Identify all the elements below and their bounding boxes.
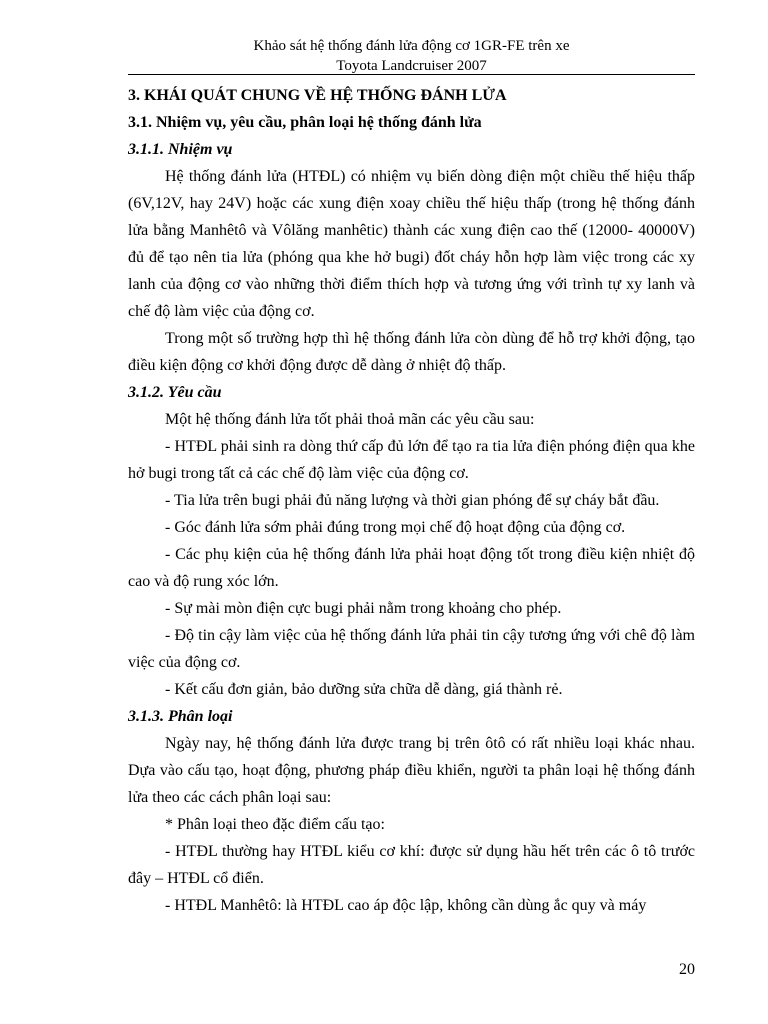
paragraph: Một hệ thống đánh lửa tốt phải thoả mãn các yêu cầu sau:	[165, 411, 535, 428]
running-header	[128, 36, 695, 76]
page-body	[128, 82, 695, 919]
paragraph: Ngày nay, hệ thống đánh lửa được trang bị trên ôtô có rất nhiều loại khác nhau. Dựa vào cấu tạo, hoạt động, phương pháp điều khiển, người ta phân loại hệ thống đánh lửa theo các cách phân loại sau:	[128, 735, 695, 806]
subsubsection-heading: 3.1.3. Phân loại	[128, 708, 233, 725]
header-rule	[128, 74, 695, 75]
list-item: - Sự mài mòn điện cực bugi phải nằm trong khoảng cho phép.	[165, 600, 562, 617]
list-item: - Các phụ kiện của hệ thống đánh lửa phải hoạt động tốt trong điều kiện nhiệt độ cao và độ rung xóc lớn.	[128, 546, 695, 590]
subsection-heading: 3.1. Nhiệm vụ, yêu cầu, phân loại hệ thống đánh lửa	[128, 114, 482, 131]
list-item: - HTĐL Manhêtô: là HTĐL cao áp độc lập, không cần dùng ắc quy và máy	[165, 897, 647, 914]
section-heading: 3. KHÁI QUÁT CHUNG VỀ HỆ THỐNG ĐÁNH LỬA	[128, 87, 507, 104]
list-item: - Độ tin cậy làm việc của hệ thống đánh lửa phải tin cậy tương ứng với chê độ làm việc của động cơ.	[128, 627, 695, 671]
list-item: - HTĐL phải sinh ra dòng thứ cấp đủ lớn để tạo ra tia lửa điện phóng điện qua khe hở bugi trong tất cả các chế độ làm việc của động cơ.	[128, 438, 695, 482]
header-line-2: Toyota Landcruiser 2007	[336, 58, 487, 74]
list-item: - Góc đánh lửa sớm phải đúng trong mọi chế độ hoạt động của động cơ.	[165, 519, 626, 536]
header-line-1: Khảo sát hệ thống đánh lửa động cơ 1GR-FE trên xe	[253, 38, 570, 54]
page-number: 20	[679, 961, 695, 978]
classification-heading: * Phân loại theo đặc điểm cấu tạo:	[165, 816, 385, 833]
list-item: - Tia lửa trên bugi phải đủ năng lượng và thời gian phóng để sự cháy bắt đầu.	[165, 492, 660, 509]
list-item: - HTĐL thường hay HTĐL kiểu cơ khí: được sử dụng hầu hết trên các ô tô trước đây – HTĐL cổ điển.	[128, 843, 695, 887]
subsubsection-heading: 3.1.2. Yêu cầu	[128, 384, 222, 401]
paragraph: Hệ thống đánh lửa (HTĐL) có nhiệm vụ biến dòng điện một chiều thế hiệu thấp (6V,12V, hay 24V) hoặc các xung điện xoay chiều thế hiệu thấp (trong hệ thống đánh lửa bằng Manhêtô và Vôlăng manhêtic) thành các xung điện cao thế (12000- 40000V) đủ để tạo nên tia lửa (phóng qua khe hở bugi) đốt cháy hỗn hợp làm việc trong các xy lanh của động cơ vào những thời điểm thích hợp và tương ứng với trình tự xy lanh và chế độ làm việc của động cơ.	[128, 168, 695, 320]
paragraph: Trong một số trường hợp thì hệ thống đánh lửa còn dùng để hỗ trợ khởi động, tạo điều kiện động cơ khởi động được dễ dàng ở nhiệt độ thấp.	[128, 330, 695, 374]
list-item: - Kết cấu đơn giản, bảo dưỡng sửa chữa dễ dàng, giá thành rẻ.	[165, 681, 563, 698]
subsubsection-heading: 3.1.1. Nhiệm vụ	[128, 141, 233, 158]
